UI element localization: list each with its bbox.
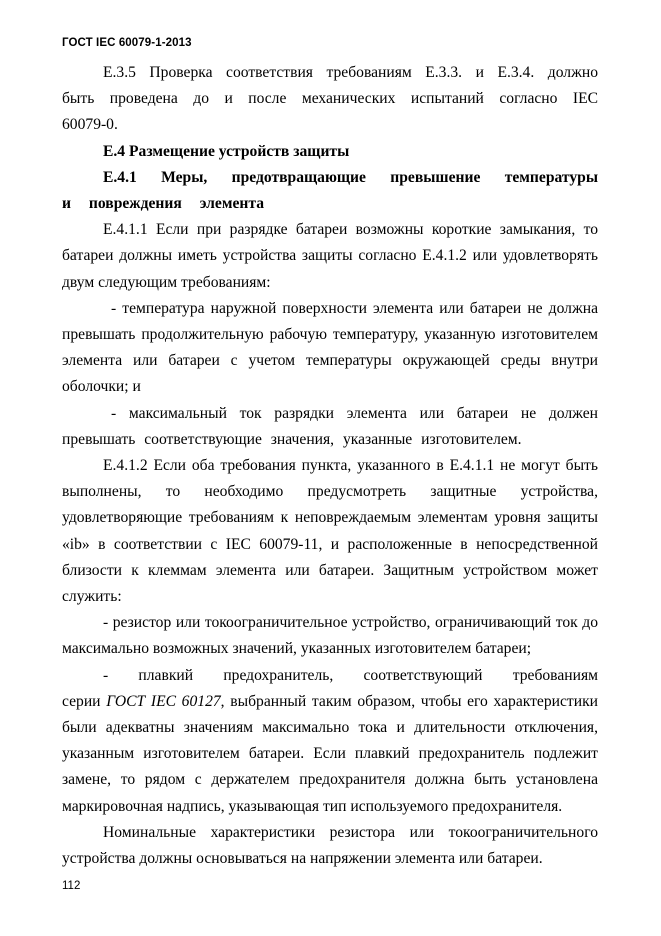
bullet-max-current: - максимальный ток разрядки элемента или батареи не должен превышать соответствующие значения, указанные изготовителем.: [62, 404, 598, 448]
bullet-fuse: [62, 663, 598, 820]
bullet-resistor: - резистор или токоограничительное устройство, ограничивающий ток до максимально возможных значений, указанных изготовителем батареи;: [62, 614, 598, 658]
document-header: ГОСТ IEC 60079-1-2013: [62, 37, 192, 49]
paragraph-nominal: Номинальные характеристики резистора или токоограничительного устройства должны основываться на напряжении элемента или батареи.: [62, 823, 598, 868]
section-heading-e41: Е.4.1 Меры, предотвращающие превышение температуры и повреждения элемента: [62, 168, 598, 213]
page-number: 112: [62, 880, 81, 892]
paragraph-e411: Е.4.1.1 Если при разрядке батареи возможны короткие замыкания, то батареи должны иметь устройства защиты согласно Е.4.1.2 или удовлетворять двум следующим требованиям:: [62, 221, 598, 291]
bullet-fuse-end: , выбранный таким образом, чтобы его характеристики были адекватны значениям максимально тока и длительности отключения, указанным изготовителем батареи. Если плавкий предохранитель подлежит замене, то рядом с держателем предохранителя должна быть установлена маркировочная надпись, указывающая тип используемого предохранителя.: [62, 692, 598, 815]
bullet-fuse-start: - плавкий предохранитель, соответствующий требованиям серии: [62, 666, 598, 710]
bullet-surface-temperature: - температура наружной поверхности элемента или батареи не должна превышать продолжительную рабочую температуру, указанную изготовителем элемента или батареи с учетом температуры окружающей среды внутри оболочки; и: [62, 299, 598, 396]
bullet-fuse-standard: ГОСТ IEC 60127: [106, 692, 221, 710]
section-heading-e4: Е.4 Размещение устройств защиты: [103, 142, 350, 160]
paragraph-e412: Е.4.1.2 Если оба требования пункта, указанного в Е.4.1.1 не могут быть выполнены, то необходимо предусмотреть защитные устройства, удовлетворяющие требованиям к неповреждаемым элементам уровня защиты «ib» в соответствии с IEC 60079-11, и расположенные в непосредственной близости к клеммам элемента или батареи. Защитным устройством может служить:: [62, 457, 598, 606]
paragraph-e35: Е.3.5 Проверка соответствия требованиям Е.3.3. и Е.3.4. должно быть проведена до и после механических испытаний согласно IEC 60079-0.: [62, 64, 598, 134]
document-body: [62, 60, 598, 872]
